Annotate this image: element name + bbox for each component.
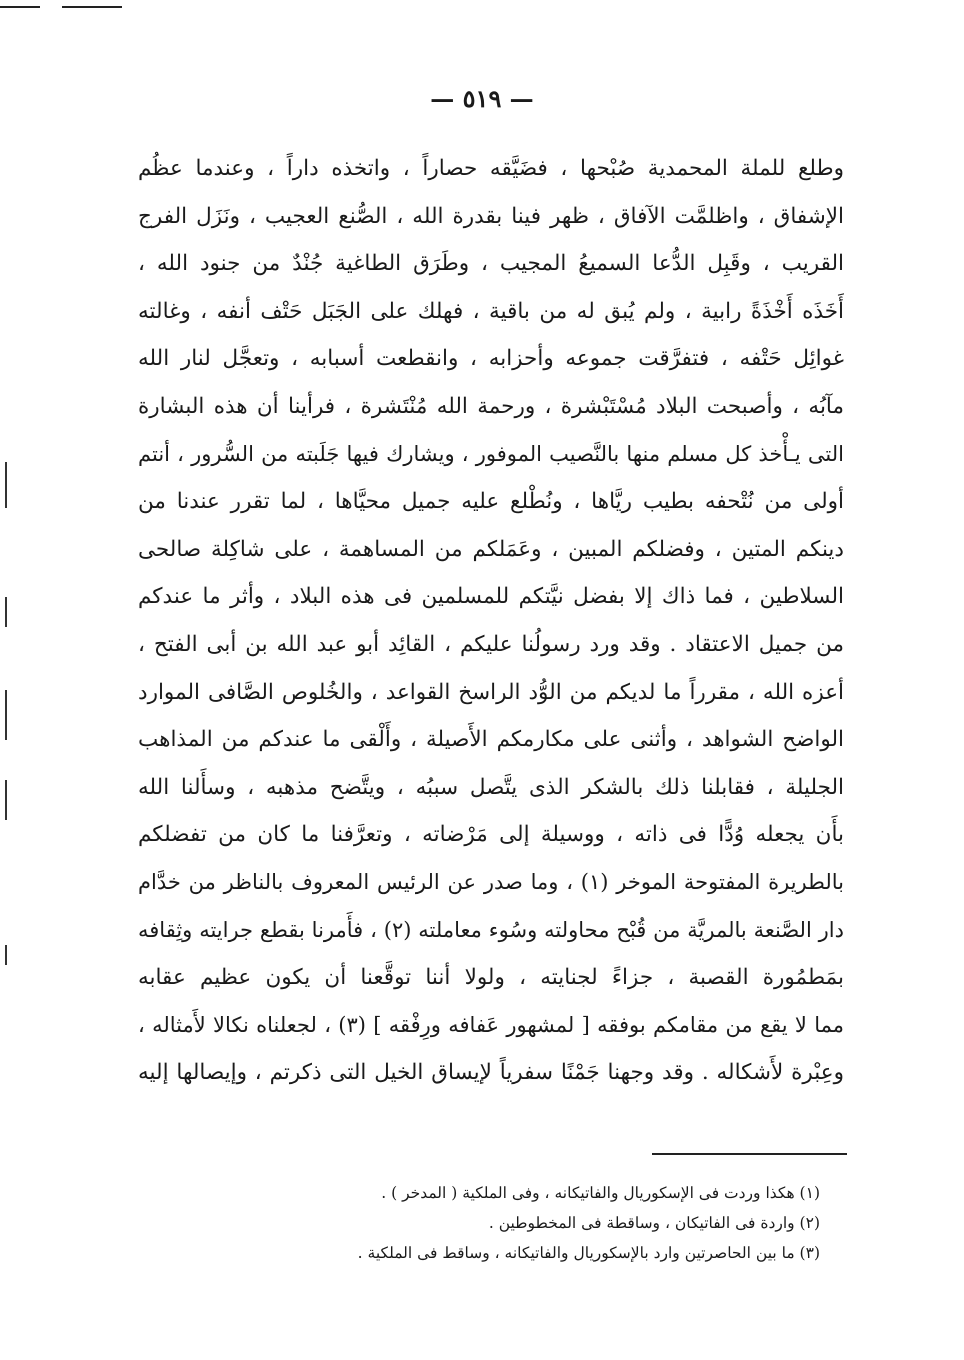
page-number: — ٥١٩ — — [430, 84, 534, 113]
footnote-1: (١) هكذا وردت فى الإسكوريال والفاتيكانه ، وفى الملكية ( المدخر ) . — [381, 1184, 820, 1202]
scan-margin-mark — [5, 462, 7, 508]
text-line: مما لا يقع من مقامكم بوفقه [ لمشهور عَفافه ورِفْقه ] (٣) ، لجعلناه نكالا لأَمثاله ، — [138, 1012, 844, 1037]
text-line: أعزه الله ، مقرراً ما لديكم من الوُّد الراسخ القواعد ، والخُلوص الصَّافى الموارد — [138, 679, 844, 705]
text-line: الواضح الشواهد ، وأثنى على مكارمكم الأَصيلة ، وأَلْقى ما عندكم من المذاهب — [138, 727, 844, 753]
text-line: وطلع للملة المحمدية صُبْحها ، فضَيَّقه حصاراً ، واتخذه داراً ، وعندما عظُم — [138, 156, 844, 181]
scan-margin-mark — [5, 690, 7, 740]
text-line: غوائِل حَتْفه ، فتفرَّقت جموعه وأحزابه ، وانقطعت أسبابه ، وتعجَّل لنار الله — [138, 346, 844, 372]
text-line: القريب ، وقَبِل الدُّعا السميعُ المجيب ، وطَرَق الطاغية جُنْدٌ من جنود الله ، — [138, 251, 844, 277]
body-text — [138, 145, 844, 1097]
scan-margin-mark — [5, 945, 7, 965]
text-line: أولى من نُتْحفه بطيب ريَّاها ، ونُطْلع عليه جميل محيَّاها ، لما تقرر عندنا من — [138, 489, 844, 515]
scan-top-rule — [62, 6, 122, 8]
text-line: الجليلة ، فقابلنا ذلك بالشكر الذى يتَّصل سببُه ، ويتَّضح مذهبه ، وسأَلنا الله — [138, 774, 844, 800]
scan-margin-mark — [5, 780, 7, 820]
text-line: وعِبْرة لأَشكاله . وقد وجهنا جَمْنًا سفرياً لإيساق الخيل التى ذكرتم ، وإيصالها إليه — [138, 1060, 844, 1086]
text-line: دينكم المتين ، وفضلكم المبين ، وعَمَلكم من المساهمة ، على شاكِلة صالحى — [138, 536, 844, 562]
scan-top-rule — [0, 6, 40, 8]
text-line: مآبُه ، وأصبحت البلاد مُسْتَبْشرة ، ورحمة الله مُنْتَشرة ، فرأينا أن هذه البشارة — [138, 393, 844, 419]
footnote-divider — [652, 1153, 847, 1155]
text-line: السلاطين ، فما ذاك إلا بفضل نيَّتكم للمسلمين فى هذه البلاد ، وأثر ما عندكم — [138, 584, 844, 610]
text-line: الإشفاق ، واظلمَّت الآفاق ، ظهر فينا بقدرة الله ، الصُّنع العجيب ، ونَزَل الفرج — [138, 203, 844, 229]
text-line: دار الصَّنعة بالمريَّة من قُبْح محاولته وسُوء معاملته (٢) ، فأَمرنا بقطع جرايته وثِقافه — [138, 917, 844, 942]
footnote-3: (٣) ما بين الحاصرتين وارد بالإسكوريال والفاتيكانه ، وساقط فى الملكية . — [357, 1244, 820, 1262]
scan-margin-mark — [5, 597, 7, 627]
footnote-2: (٢) واردة فى الفاتيكان ، وساقطة فى المخطوطين . — [488, 1214, 820, 1232]
text-line: أَخَذَه أَخْذَةً رابية ، ولم يُبق له من باقية ، فهلك على الجَبَل حَتْف أنفه ، وغالته — [138, 298, 844, 324]
footnotes — [220, 1178, 820, 1268]
text-line: بأَن يجعله وُدًّا فى ذاته ، ووسيلة إلى مَرْضاته ، وتعرَّفنا ما كان من تفضلكم — [138, 822, 844, 848]
text-line: بمَطمُورة القصبة ، جزاءً لجنايته ، ولولا أننا توقَّعنا أن يكون عظيم عقابه — [138, 965, 844, 991]
text-line: التى يـأْخذ كل مسلم منها بالنَّصيب الموفور ، ويشارك فيها جَلَبته من السُّرور ، أنتم — [138, 441, 844, 466]
text-line: بالطريرة المفتوحة الموخر (١) ، وما صدر عن الرئيس المعروف بالناظر من خدَّام — [138, 869, 844, 894]
text-line: من جميل الاعتقاد . وقد ورد رسولُنا عليكم ، القائِد أبو عبد الله بن أبى الفتح ، — [138, 631, 844, 657]
